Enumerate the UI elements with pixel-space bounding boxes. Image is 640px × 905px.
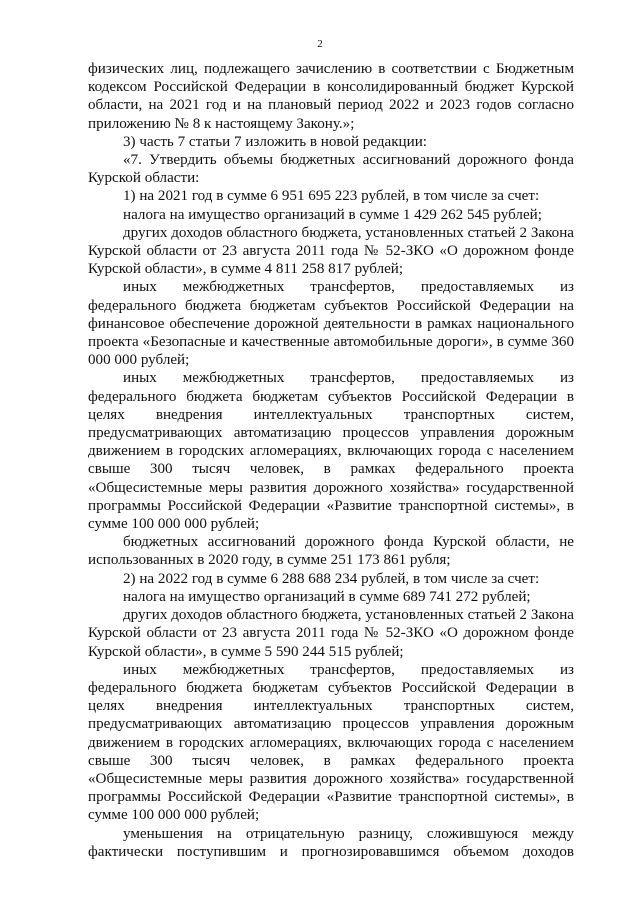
paragraph: уменьшения на отрицательную разницу, сложившуюся между фактически поступившим и прогнозировавшимся объемом доходов <box>88 825 574 860</box>
paragraph: других доходов областного бюджета, установленных статьей 2 Закона Курской области от 23 августа 2011 года № 52-ЗКО «О дорожном фонде Курской области», в сумме 5 590 244 515 рублей; <box>88 607 574 660</box>
paragraph: налога на имущество организаций в сумме 1 429 262 545 рублей; <box>123 206 542 223</box>
paragraph: 2) на 2022 год в сумме 6 288 688 234 рублей, в том числе за счет: <box>123 570 540 587</box>
paragraph: «7. Утвердить объемы бюджетных ассигнований дорожного фонда Курской области: <box>88 152 574 187</box>
paragraph: 3) часть 7 статьи 7 изложить в новой редакции: <box>123 133 427 150</box>
paragraph: 1) на 2021 год в сумме 6 951 695 223 рублей, в том числе за счет: <box>123 188 540 205</box>
paragraph: других доходов областного бюджета, установленных статьей 2 Закона Курской области от 23 августа 2011 года № 52-ЗКО «О дорожном фонде Курской области», в сумме 4 811 258 817 рублей; <box>88 224 574 278</box>
paragraph: иных межбюджетных трансфертов, предоставляемых из федерального бюджета бюджетам субъектов Российской Федерации на финансовое обеспечение дорожной деятельности в рамках национального проекта «Безопасные и качественные автомобильные дороги», в сумме 360 000 000 рублей; <box>88 279 574 369</box>
paragraph: физических лиц, подлежащего зачислению в соответствии с Бюджетным кодексом Российской Федерации в консолидированный бюджет Курской области, на 2021 год и на плановый период 2022 и 2023 годов согласно приложению № 8 к настоящему Закону.»; <box>88 61 574 132</box>
paragraph: бюджетных ассигнований дорожного фонда Курской области, не использованных в 2020 году, в сумме 251 173 861 рубля; <box>88 534 574 569</box>
document-body <box>88 60 574 861</box>
paragraph: иных межбюджетных трансфертов, предоставляемых из федерального бюджета бюджетам субъектов Российской Федерации в целях внедрения интеллектуальных транспортных систем, предусматривающих автоматизацию процессов управления дорожным движением в городских агломерациях, включающих города с населением свыше 300 тысяч человек, в рамках федерального проекта «Общесистемные меры развития дорожного хозяйства» государственной программы Российской Федерации «Развитие транспортной системы», в сумме 100 000 000 рублей; <box>88 661 574 824</box>
page-number: 2 <box>317 38 323 50</box>
paragraph: иных межбюджетных трансфертов, предоставляемых из федерального бюджета бюджетам субъектов Российской Федерации в целях внедрения интеллектуальных транспортных систем, предусматривающих автоматизацию процессов управления дорожным движением в городских агломерациях, включающих города с населением свыше 300 тысяч человек, в рамках федерального проекта «Общесистемные меры развития дорожного хозяйства» государственной программы Российской Федерации «Развитие транспортной системы», в сумме 100 000 000 рублей; <box>88 370 574 533</box>
paragraph: налога на имущество организаций в сумме 689 741 272 рублей; <box>123 588 531 605</box>
